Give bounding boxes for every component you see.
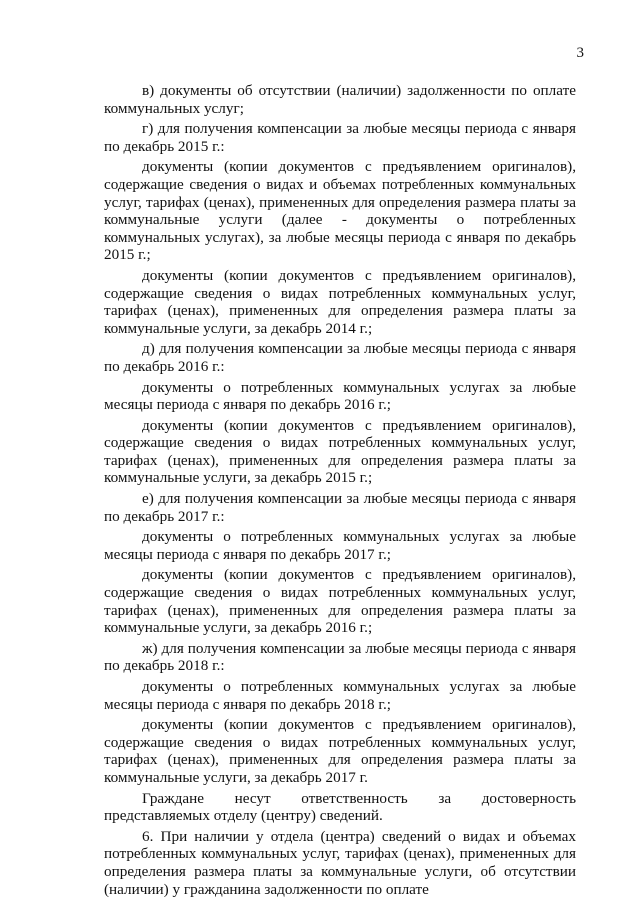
paragraph-e-2017-consumption-docs: документы о потребленных коммунальных услугах за любые месяцы периода с января по декабрь 2017 г.;: [104, 528, 576, 563]
paragraph-e-2017-heading: е) для получения компенсации за любые месяцы периода с января по декабрь 2017 г.:: [104, 490, 576, 525]
paragraph-g-2015-consumption-docs: документы (копии документов с предъявлением оригиналов), содержащие сведения о видах и объемах потребленных коммунальных услуг, тарифах (ценах), примененных для определения размера платы за коммунальные услуги (далее - документы о потребленных коммунальных услугах), за любые месяцы периода с января по декабрь 2015 г.;: [104, 158, 576, 264]
paragraph-d-2016-heading: д) для получения компенсации за любые месяцы периода с января по декабрь 2016 г.:: [104, 340, 576, 375]
paragraph-zh-2018-consumption-docs: документы о потребленных коммунальных услугах за любые месяцы периода с января по декабрь 2018 г.;: [104, 678, 576, 713]
paragraph-e-dec-2016-docs: документы (копии документов с предъявлением оригиналов), содержащие сведения о видах потребленных коммунальных услуг, тарифах (ценах), примененных для определения размера платы за коммунальные услуги, за декабрь 2016 г.;: [104, 566, 576, 637]
document-body: [104, 82, 576, 901]
paragraph-g-dec-2014-docs: документы (копии документов с предъявлением оригиналов), содержащие сведения о видах потребленных коммунальных услуг, тарифах (ценах), примененных для определения размера платы за коммунальные услуги, за декабрь 2014 г.;: [104, 266, 576, 337]
paragraph-zh-dec-2017-docs: документы (копии документов с предъявлением оригиналов), содержащие сведения о видах потребленных коммунальных услуг, тарифах (ценах), примененных для определения размера платы за коммунальные услуги, за декабрь 2017 г.: [104, 716, 576, 786]
paragraph-d-2016-consumption-docs: документы о потребленных коммунальных услугах за любые месяцы периода с января по декабрь 2016 г.;: [104, 378, 576, 414]
paragraph-responsibility: Граждане несут ответственность за достоверность представляемых отделу (центру) сведений.: [104, 789, 576, 825]
paragraph-v-debt-documents: в) документы об отсутствии (наличии) задолженности по оплате коммунальных услуг;: [104, 82, 576, 117]
paragraph-g-2015-heading: г) для получения компенсации за любые месяцы периода с января по декабрь 2015 г.:: [104, 120, 576, 155]
paragraph-item-6: 6. При наличии у отдела (центра) сведений о видах и объемах потребленных коммунальных услуг, тарифах (ценах), примененных для определения размера платы за коммунальные услуги, об отсутствии (наличии) у гражданина задолженности по оплате: [104, 827, 576, 898]
paragraph-zh-2018-heading: ж) для получения компенсации за любые месяцы периода с января по декабрь 2018 г.:: [104, 639, 576, 675]
page-number: 3: [576, 45, 584, 61]
paragraph-d-dec-2015-docs: документы (копии документов с предъявлением оригиналов), содержащие сведения о видах потребленных коммунальных услуг, тарифах (ценах), примененных для определения размера платы за коммунальные услуги, за декабрь 2015 г.;: [104, 416, 576, 487]
